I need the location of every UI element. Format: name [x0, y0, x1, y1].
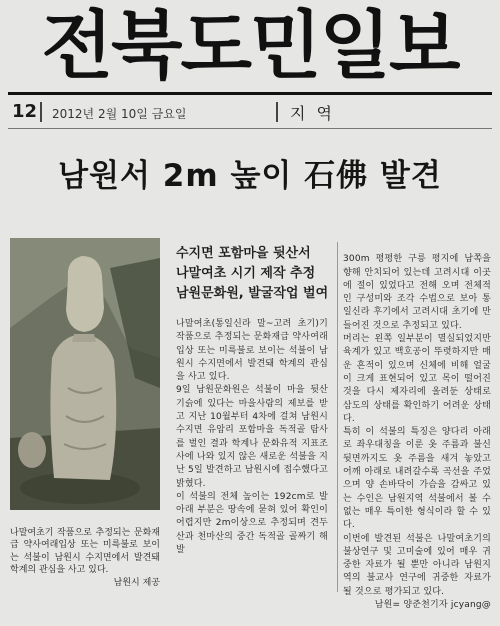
article-headline: 남원서 2m 높이 石佛 발견 [58, 158, 442, 194]
section-name: 지 역 [290, 104, 335, 123]
article-byline: 남원= 양준천기자 jcyang@ [374, 600, 491, 611]
subhead-line: 남원문화원, 발굴작업 벌여 [176, 286, 329, 301]
meta-rule [8, 128, 492, 129]
photo-credit: 남원시 제공 [113, 577, 160, 588]
masthead-title: 전북도민일보 [41, 3, 459, 89]
photo-caption [10, 514, 160, 602]
subhead-line: 나말여초 시기 제작 추정 [176, 266, 316, 281]
stone-buddha-photo [10, 238, 160, 510]
photo-caption-text: 나말여초기 작품으로 추정되는 문화재급 약사여래입상 또는 미륵불로 보이는 석불이 남원시 수지면에서 발견돼 학계의 관심을 사고 있다. [10, 527, 160, 575]
page-number: 12 [12, 101, 38, 122]
column-divider [337, 242, 338, 592]
masthead-rule [8, 92, 492, 95]
issue-date: 2012년 2월 10일 금요일 [52, 107, 187, 121]
subhead-line: 수지면 포함마을 뒷산서 [176, 246, 311, 261]
article-subheads [176, 244, 328, 304]
article-body-column-1: 나말여초(통일신라 말~고려 초기)기 작품으로 추정되는 문화재급 약사여래입상 또는 미륵불로 보이는 석불이 남원시 수지면에서 발견돼 학계의 관심을 사고 있다. 9일 남원문화원은 석불이 마을 뒷산 기슭에 있다는 마을사람의 제보를 받고 지난 10월부터 4차에 걸쳐 남원시 수지면 유암리 포함마을 독적골 탐사를 벌인 결과 학계나 문화유적 지표조사에 나와 있지 않은 새로운 석불을 지난 5일 발견하고 남원시에 접수했다고 밝혔다. 이 석불의 전체 높이는 192cm로 발아래 부분은 땅속에 묻혀 있어 확인이 어렵지만 2m이상으로 추정되며 견두산과 천마산의 중간 독적골 골짜기 해발 [176, 319, 328, 556]
article-body-column-2 [343, 240, 491, 626]
stone-buddha-image [10, 238, 160, 510]
meta-divider [40, 102, 42, 122]
article-body-text: 300m 평평한 구릉 평지에 남쪽을 향해 안치되어 있는데 고려시대 이곳에 절이 있었다고 전해 오며 전체적인 구성미와 조각 수법으로 보아 통일신라 후기에서 고려시대 초기에 만들어진 것으로 추정되고 있다. 머리는 왼쪽 일부분이 멸실되었지만 육계가 있고 백호공이 뚜렷하지만 매운 흔적이 있으며 신체에 비해 얼굴이 크게 표현되어 있고 목이 떨어진 것을 다시 제자리에 올려둔 상태로 삼도의 상태를 확인하기 어려운 상태다. 특히 이 석불의 특징은 양다리 아래로 좌우대칭을 이룬 옷 주름과 불신 뒷면까지도 옷 주름을 새겨 놓았고 어깨 아래로 내려갈수록 곡선을 주었으며 양 손바닥이 가슴을 감싸고 있는 수인은 남원지역 석불에서 볼 수 없는 매우 특이한 형식이라 할 수 있다. 이번에 발견된 석불은 나말여초기의 불상연구 및 고미술에 있어 매우 귀중한 자료가 될 뿐만 아니라 남원지역의 불교사 연구에 귀중한 자료가 될 것으로 평가되고 있다. [343, 254, 491, 597]
meta-divider [276, 102, 278, 122]
page-meta-bar [8, 98, 492, 126]
